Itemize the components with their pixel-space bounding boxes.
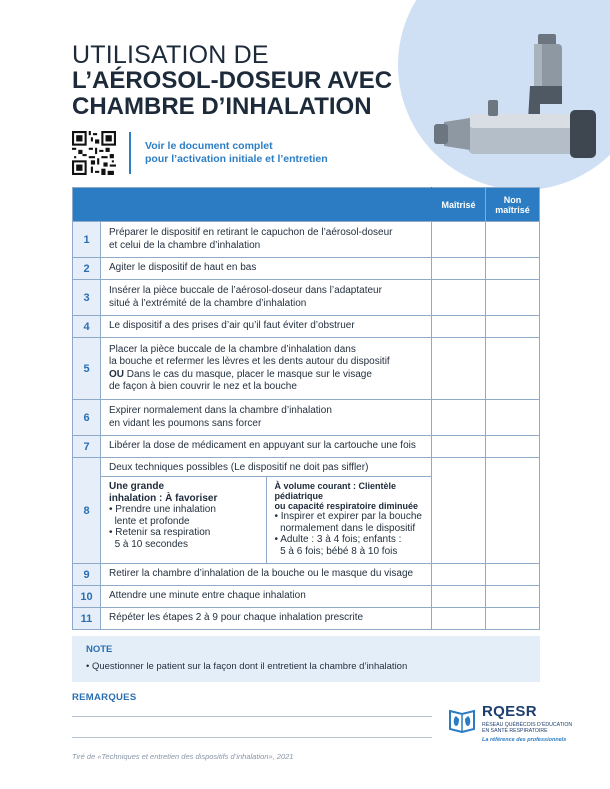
table-row [73,338,540,400]
techniques-intro: Deux techniques possibles (Le dispositif ne doit pas siffler) [109,462,369,473]
source-footnote: Tiré de «Techniques et entretien des dispositifs d’inhalation», 2021 [72,752,294,761]
table-row [73,222,540,258]
technique-bullet: • Adulte : 3 à 4 fois; enfants : [274,534,402,545]
logo-full-name [482,722,592,734]
remarks-line[interactable] [72,737,432,738]
technique-bullet-cont [109,516,258,528]
not-mastered-checkbox[interactable] [486,564,540,586]
note-text-content: Questionner le patient sur la façon dont il entretient la chambre d’inhalation [91,661,408,672]
step-number: 3 [73,280,101,316]
note-box [72,636,540,682]
step-line: Agiter le dispositif de haut en bas [109,262,257,274]
header-not-mastered [486,188,540,222]
or-word: OU [109,368,124,380]
step-number: 2 [73,258,101,280]
bullet-text: normalement dans le dispositif [280,522,416,534]
note-title: NOTE [86,644,113,655]
step-number: 10 [73,586,101,608]
step-line: Préparer le dispositif en retirant le capuchon de l’aérosol-doseur [109,227,393,238]
mastered-checkbox[interactable] [432,436,486,458]
not-mastered-checkbox[interactable] [486,608,540,630]
qr-divider [129,132,131,174]
remarks-line[interactable] [72,716,432,717]
step-description [101,280,432,316]
technique-bullet-cont [275,523,424,535]
step-description [101,316,432,338]
not-mastered-checkbox[interactable] [486,436,540,458]
technique-bullet: • Prendre une inhalation [109,504,216,515]
steps-checklist-table [72,187,540,630]
logo-full-line: EN SANTÉ RESPIRATOIRE [482,728,548,734]
not-mastered-checkbox[interactable] [486,338,540,400]
technique-bullet-cont [109,539,258,551]
mastered-checkbox[interactable] [432,316,486,338]
note-text: • Questionner le patient sur la façon dont il entretient la chambre d’inhalation [86,661,408,672]
qr-code-icon[interactable] [72,131,116,175]
bullet-text: Prendre une inhalation [115,504,216,515]
not-mastered-checkbox[interactable] [486,316,540,338]
step-description [101,586,432,608]
technique-bullet-cont [275,546,424,558]
step-description [101,436,432,458]
table-row [73,564,540,586]
technique-bullet: • Retenir sa respiration [109,527,211,538]
lungs-book-icon [448,705,476,733]
title-line-3: CHAMBRE D’INHALATION [72,93,372,120]
technique-heading: À volume courant : Clientèle pédiatrique [274,481,397,501]
bullet-text: Inspirer et expirer par la bouche [280,511,422,522]
mastered-checkbox[interactable] [432,564,486,586]
step-line: en vidant les poumons sans forcer [109,417,262,429]
table-row [73,586,540,608]
mastered-checkbox[interactable] [432,280,486,316]
technique-deep-breath [101,477,266,563]
inhaler-spacer-illustration [430,30,610,180]
not-mastered-checkbox[interactable] [486,586,540,608]
header-not-mastered-line2: maîtrisé [495,204,530,215]
table-row [73,316,540,338]
step-line: Placer la pièce buccale de la chambre d’inhalation dans [109,343,356,355]
bullet-text: lente et profonde [114,515,190,527]
step-line-text: Dans le cas du masque, placer le masque sur le visage [126,368,372,380]
logo-full-line: RÉSEAU QUÉBÉCOIS D’ÉDUCATION [482,722,573,728]
step-number: 8 [73,458,101,564]
table-row [73,458,540,564]
techniques-columns [101,476,431,563]
mastered-checkbox[interactable] [432,222,486,258]
technique-bullet: • Inspirer et expirer par la bouche [274,511,422,522]
header-blank-cell [73,188,432,222]
step-description [101,400,432,436]
header-mastered: Maîtrisé [432,188,486,222]
page-title [72,42,432,120]
not-mastered-checkbox[interactable] [486,400,540,436]
step-line: et celui de la chambre d’inhalation [109,239,261,251]
step-line: Le dispositif a des prises d’air qu’il faut éviter d’obstruer [109,320,355,332]
step-line: Répéter les étapes 2 à 9 pour chaque inhalation prescrite [109,612,364,624]
table-row [73,280,540,316]
logo-tagline: La référence des professionnels [482,737,567,743]
not-mastered-checkbox[interactable] [486,458,540,564]
title-line-2: L’AÉROSOL-DOSEUR AVEC [72,67,393,94]
bullet-text: 5 à 10 secondes [114,538,188,550]
step-number: 6 [73,400,101,436]
not-mastered-checkbox[interactable] [486,258,540,280]
table-row [73,436,540,458]
step-description [101,258,432,280]
table-row [73,400,540,436]
mastered-checkbox[interactable] [432,400,486,436]
step-description [101,338,432,400]
not-mastered-checkbox[interactable] [486,222,540,258]
link-line-2: pour l’activation initiale et l’entretien [145,153,328,165]
table-row [73,608,540,630]
step-description [101,222,432,258]
logo-name: RQESR [482,703,537,720]
mastered-checkbox[interactable] [432,608,486,630]
technique-heading: inhalation : À favoriser [109,492,218,504]
full-document-link[interactable] [145,140,328,166]
title-line-1: UTILISATION DE [72,41,269,69]
mastered-checkbox[interactable] [432,458,486,564]
technique-tidal-volume [266,477,432,563]
bullet-text: Adulte : 3 à 4 fois; enfants : [280,534,402,545]
step-description [101,608,432,630]
table-row [73,258,540,280]
step-line: la bouche et refermer les lèvres et les dents autour du dispositif [109,356,390,367]
step-line: Libérer la dose de médicament en appuyant sur la cartouche une fois [109,440,416,452]
step-number: 1 [73,222,101,258]
step-line: Insérer la pièce buccale de l’aérosol-doseur dans l’adaptateur [109,285,382,296]
step-line: Expirer normalement dans la chambre d’inhalation [109,405,332,416]
step-number: 4 [73,316,101,338]
bullet-text: Retenir sa respiration [115,527,211,538]
mastered-checkbox[interactable] [432,258,486,280]
remarks-label: REMARQUES [72,692,137,703]
link-line-1: Voir le document complet [145,140,273,152]
not-mastered-checkbox[interactable] [486,280,540,316]
step-number: 9 [73,564,101,586]
step-line: situé à l’extrémité de la chambre d’inhalation [109,297,307,309]
technique-heading: ou capacité respiratoire diminuée [274,501,419,511]
step-description [101,458,432,564]
step-number: 11 [73,608,101,630]
step-line [109,369,423,382]
step-line: Attendre une minute entre chaque inhalation [109,590,306,602]
mastered-checkbox[interactable] [432,338,486,400]
step-line: Retirer la chambre d’inhalation de la bouche ou le masque du visage [109,568,414,580]
technique-heading: Une grande [109,481,165,492]
step-description [101,564,432,586]
step-number: 7 [73,436,101,458]
step-line: de façon à bien couvrir le nez et la bouche [109,381,297,392]
step-number: 5 [73,338,101,400]
bullet-text: 5 à 6 fois; bébé 8 à 10 fois [280,545,398,557]
mastered-checkbox[interactable] [432,586,486,608]
header-not-mastered-line1: Non [503,194,522,205]
